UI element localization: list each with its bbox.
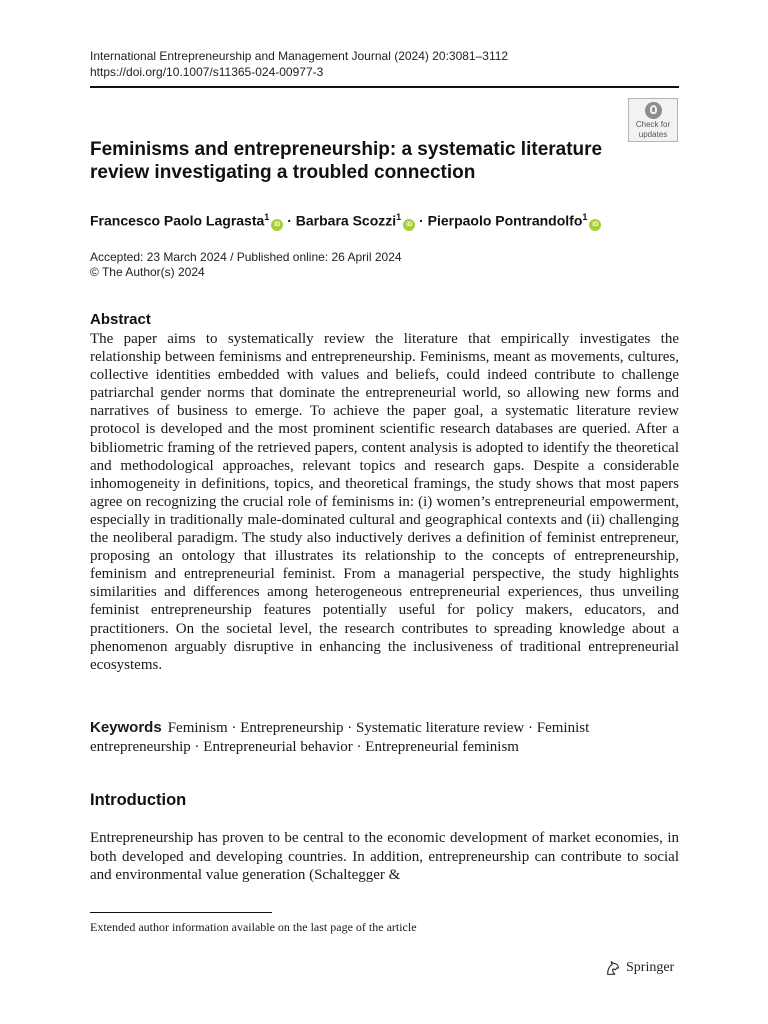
bookmark-icon <box>645 102 662 119</box>
paper-title <box>90 138 620 184</box>
publication-dates <box>90 250 402 280</box>
badge-label-line2: updates <box>638 130 668 139</box>
orcid-icon[interactable]: iD <box>271 219 283 231</box>
author-name[interactable]: Francesco Paolo Lagrasta <box>90 212 265 229</box>
affiliation-marker: 1 <box>396 212 402 222</box>
orcid-icon[interactable]: iD <box>403 219 415 231</box>
springer-horse-icon <box>604 959 622 977</box>
doi-link[interactable]: https://doi.org/10.1007/s11365-024-00977-3 <box>90 65 324 79</box>
affiliation-marker: 1 <box>264 212 270 222</box>
introduction-heading: Introduction <box>90 791 187 809</box>
header-rule <box>90 86 679 88</box>
orcid-icon[interactable]: iD <box>589 219 601 231</box>
author-name[interactable]: Pierpaolo Pontrandolfo <box>427 212 583 229</box>
author-separator: · <box>419 212 424 229</box>
author-separator: · <box>287 212 292 229</box>
introduction-body: Entrepreneurship has proven to be central to the economic development of market economies, in both developed and developing countries. In addition, entrepreneurship can contribute to social and environmental value generation (Schaltegger & <box>90 830 679 883</box>
journal-citation: International Entrepreneurship and Management Journal (2024) 20:3081–3112 <box>90 49 509 63</box>
keywords-list: Feminism · Entrepreneurship · Systematic literature review · Feminist entrepreneurship · Entrepreneurial behavior · Entrepreneurial feminism <box>90 720 590 755</box>
author-list <box>90 208 601 231</box>
abstract-body: The paper aims to systematically review the literature that empirically investigates the relationship between feminisms and entrepreneurship. Feminisms, meant as movements, cultures, collective identities embedded with values and beliefs, could indeed contribute to challenge patriarchal gender norms that dominate the entrepreneurial world, so allowing new forms and narratives of business to emerge. To achieve the paper goal, a systematic literature review protocol is developed and the most prominent scientific research databases are queried. After a bibliometric framing of the retrieved papers, content analysis is adopted to identify the theoretical and methodological approaches, relevant topics and research gaps. Despite a considerable inhomogeneity in definitions, topics, and theoretical framings, the study shows that most papers agree on recognizing the crucial role of feminisms in: (i) women’s entrepreneurial empowerment, especially in traditionally male-dominated cultural and geographical contexts and (ii) challenging the neoliberal paradigm. The study also inductively derives a definition of feminist entrepreneur, proposing an ontology that illustrates its relationship to the concepts of entrepreneurship, feminism and entrepreneurial feminist. From a managerial perspective, the study highlights similarities and differences among heterogeneous entrepreneurial experiences, thus unveiling feminist entrepreneurship features potentially useful for policy makers, educators, and practitioners. On the societal level, the research contributes to spreading knowledge about a phenomenon arguably disruptive in enhancing the inclusiveness of traditional entrepreneurial ecosystems. <box>90 331 679 673</box>
journal-header <box>90 48 508 80</box>
accepted-published-date: Accepted: 23 March 2024 / Published online: 26 April 2024 <box>90 250 402 264</box>
check-for-updates-badge[interactable] <box>628 98 678 142</box>
abstract-heading: Abstract <box>90 311 151 328</box>
author-name[interactable]: Barbara Scozzi <box>295 212 397 229</box>
title-line1: Feminisms and entrepreneurship: a systematic literature <box>90 139 603 160</box>
badge-label-line1: Check for <box>635 120 671 129</box>
title-line2: review investigating a troubled connection <box>90 162 476 183</box>
keywords-label: Keywords <box>90 719 162 736</box>
footnote: Extended author information available on the last page of the article <box>90 920 417 934</box>
keywords-block <box>90 719 679 756</box>
affiliation-marker: 1 <box>582 212 588 222</box>
copyright-line: © The Author(s) 2024 <box>90 265 205 279</box>
footnote-rule <box>90 912 272 913</box>
publisher-name: Springer <box>626 960 675 975</box>
springer-logo <box>604 959 674 977</box>
